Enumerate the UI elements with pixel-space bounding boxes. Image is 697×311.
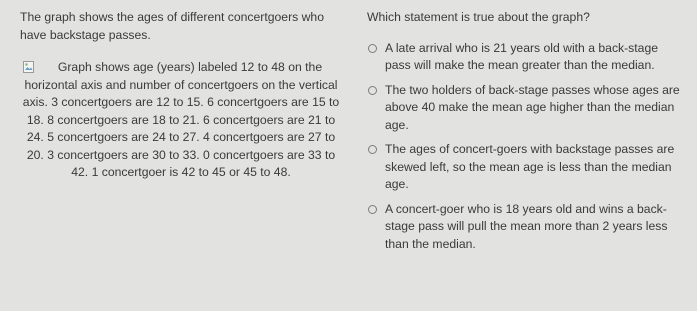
broken-image-icon [23,61,34,73]
answer-option-label: A concert-goer who is 18 years old and wins a back-stage pass will pull the mean more than 2 years less than the median. [385,201,668,251]
answer-option-label: The ages of concert-goers with backstage passes are skewed left, so the mean age is less than the median age. [385,142,675,191]
answer-option-4[interactable] [367,201,687,254]
question-text: Which statement is true about the graph? [367,10,590,24]
radio-button[interactable] [368,205,377,214]
stem-text: The graph shows the ages of different concertgoers who have backstage passes. [20,10,324,42]
answer-option-2[interactable] [367,82,687,135]
answer-option-label: A late arrival who is 21 years old with a back-stage pass will make the mean greater than the median. [385,40,658,72]
radio-button[interactable] [368,145,377,154]
question-stem [20,9,342,182]
graph-image-placeholder [20,59,342,182]
answer-panel [367,9,687,260]
answer-option-label: The two holders of back-stage passes whose ages are above 40 make the mean age higher than the median age. [385,82,680,132]
answer-option-1[interactable] [367,40,687,75]
answer-option-3[interactable] [367,141,687,194]
graph-alt-text: Graph shows age (years) labeled 12 to 48 on the horizontal axis and number of concertgoers on the vertical axis. 3 concertgoers are 12 to 15. 6 concertgoers are 15 to 18. 8 concertgoers are 18 to 21. 6 concertgoers are 21 to 24. 5 concertgoers are 24 to 27. 4 concertgoers are 27 to 20. 3 concertgoers are 30 to 33. 0 concertgoers are 33 to 42. 1 concertgoer is 42 to 45 or 45 to 48. [22,60,340,179]
radio-button[interactable] [368,86,377,95]
answer-options [367,40,687,254]
radio-button[interactable] [368,44,377,53]
